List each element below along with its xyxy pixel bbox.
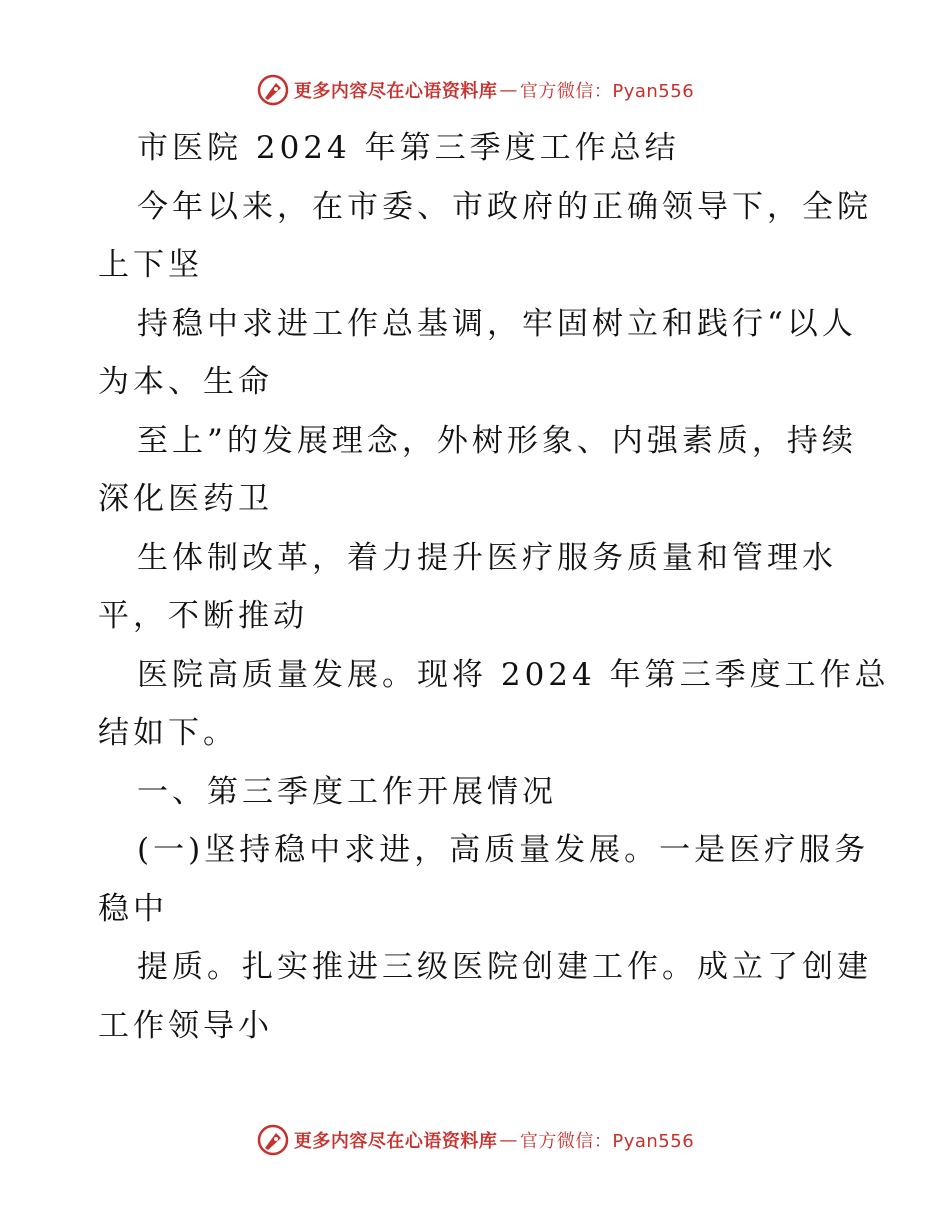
pen-nib-logo-icon bbox=[256, 1123, 290, 1157]
paragraph-line: 结如下。 bbox=[98, 715, 238, 751]
paragraph-line: 稳中 bbox=[98, 890, 168, 927]
document-body bbox=[98, 119, 890, 1055]
section-heading: 一、第三季度工作开展情况 bbox=[137, 773, 557, 810]
pen-nib-logo-icon bbox=[256, 73, 290, 107]
paragraph-line: 工作领导小 bbox=[98, 1007, 273, 1044]
paragraph-line: (一)坚持稳中求进，高质量发展。一是医疗服务 bbox=[137, 832, 870, 868]
document-title: 市医院 2024 年第三季度工作总结 bbox=[137, 130, 680, 166]
paragraph-line: 提质。扎实推进三级医院创建工作。成立了创建 bbox=[137, 949, 872, 985]
watermark-text: 更多内容尽在心语资料库 bbox=[293, 1131, 498, 1152]
watermark-text: 更多内容尽在心语资料库 bbox=[293, 81, 498, 102]
paragraph-line: 深化医药卫 bbox=[98, 481, 273, 517]
watermark-contact: 官方微信：Pyan556 bbox=[519, 81, 695, 102]
watermark-separator: — bbox=[499, 1129, 518, 1151]
watermark-contact: 官方微信：Pyan556 bbox=[519, 1131, 695, 1152]
watermark-separator: — bbox=[499, 79, 518, 101]
footer-watermark bbox=[0, 1120, 950, 1160]
paragraph-line: 生体制改革，着力提升医疗服务质量和管理水 bbox=[137, 539, 837, 576]
paragraph-line: 为本、生命 bbox=[98, 364, 273, 400]
paragraph-line: 持稳中求进工作总基调，牢固树立和践行“以人 bbox=[137, 305, 857, 342]
paragraph-line: 平，不断推动 bbox=[98, 598, 308, 634]
paragraph-line: 今年以来，在市委、市政府的正确领导下，全院 bbox=[137, 188, 872, 225]
paragraph-line: 至上”的发展理念，外树形象、内强素质，持续 bbox=[137, 422, 857, 459]
paragraph-line: 医院高质量发展。现将 2024 年第三季度工作总 bbox=[137, 656, 890, 693]
paragraph-line: 上下坚 bbox=[98, 247, 203, 283]
header-watermark bbox=[0, 70, 950, 110]
